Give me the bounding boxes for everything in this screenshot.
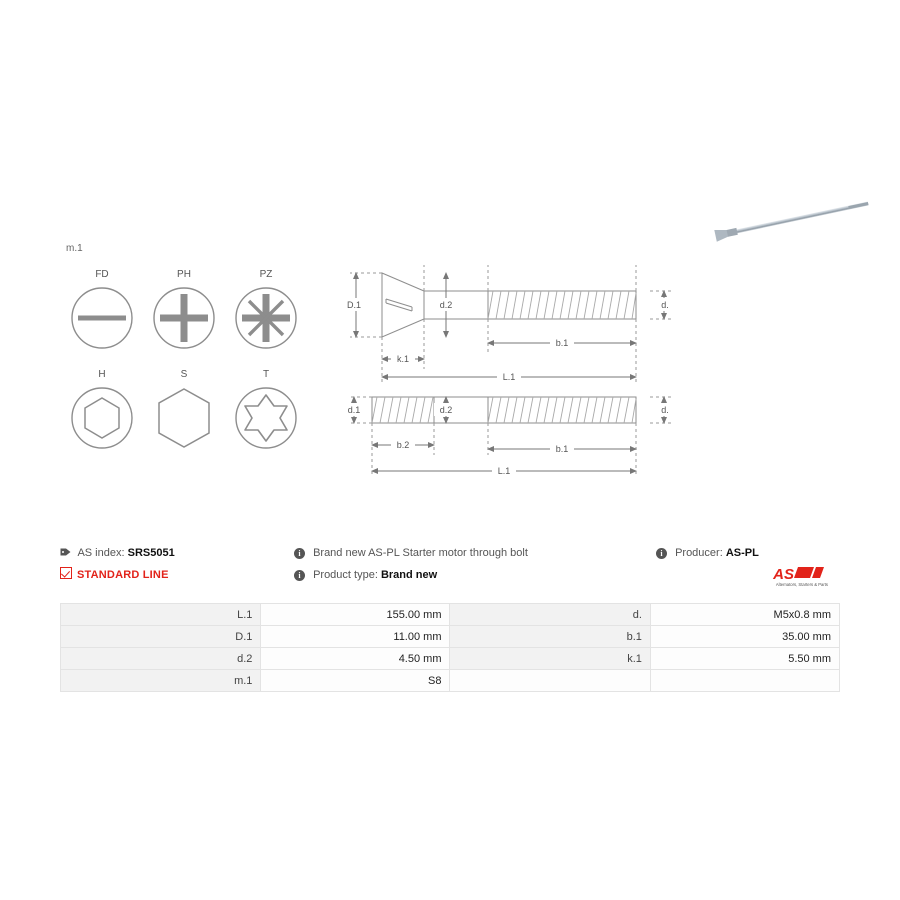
head-option-ph [144, 268, 224, 359]
dim-label-d-top: d. [661, 300, 669, 310]
spec-value: 155.00 mm [261, 604, 450, 626]
dim-label-d-bottom: d. [661, 405, 669, 415]
brand-tagline: Alternators, Starters & Parts [775, 582, 828, 587]
table-row [61, 648, 840, 670]
spec-key: k.1 [450, 648, 650, 670]
spec-key: D.1 [61, 626, 261, 648]
spec-value: M5x0.8 mm [650, 604, 839, 626]
dim-label-d2-top: d.2 [439, 300, 453, 310]
tag-icon [60, 546, 71, 556]
spec-key: L.1 [61, 604, 261, 626]
spec-value: 11.00 mm [261, 626, 450, 648]
description-text: Brand new AS-PL Starter motor through bolt [313, 547, 528, 559]
info-icon-product-type: i [294, 570, 305, 581]
head-option-pz [226, 268, 306, 359]
producer-value: AS-PL [725, 547, 759, 559]
spec-key: b.1 [450, 626, 650, 648]
dim-label-k1: k.1 [396, 354, 410, 364]
standard-line-label: STANDARD LINE [77, 569, 169, 581]
dim-label-d1-bottom: d.1 [347, 405, 361, 415]
product-type-row [294, 567, 654, 589]
as-index-value: SRS5051 [127, 547, 175, 559]
hex-head-icon [148, 382, 220, 454]
product-info [60, 545, 840, 590]
head-type-icons [62, 268, 322, 468]
dim-label-b2: b.2 [396, 440, 410, 450]
dim-label-b1-top: b.1 [555, 338, 569, 348]
head-option-t [226, 368, 306, 459]
checkbox-icon [60, 567, 72, 579]
info-column-index [60, 545, 290, 589]
spec-key: d. [450, 604, 650, 626]
product-photo [700, 185, 890, 255]
table-row [61, 626, 840, 648]
spec-value-empty [650, 670, 839, 692]
brand-name: AS [773, 566, 794, 583]
table-row [61, 604, 840, 626]
head-label-s: S [180, 369, 188, 380]
dim-label-D1: D.1 [346, 300, 362, 310]
dim-label-d2-bottom: d.2 [439, 405, 453, 415]
head-group-label: m.1 [66, 243, 83, 254]
info-column-description [294, 545, 654, 589]
head-option-s [144, 368, 224, 459]
head-label-h: H [98, 369, 106, 380]
head-label-ph: PH [177, 269, 191, 280]
spec-value: 5.50 mm [650, 648, 839, 670]
phillips-head-icon [148, 282, 220, 354]
dim-label-b1-bottom: b.1 [555, 444, 569, 454]
product-type-label: Product type: [313, 569, 378, 581]
table-row [61, 670, 840, 692]
as-index-label: AS index: [77, 547, 125, 559]
head-label-pz: PZ [259, 269, 273, 280]
spec-value: 35.00 mm [650, 626, 839, 648]
spec-key: d.2 [61, 648, 261, 670]
spec-key-empty [450, 670, 650, 692]
spec-value: S8 [261, 670, 450, 692]
technical-drawing [320, 245, 700, 495]
brand-logo [756, 563, 840, 591]
info-column-producer [656, 545, 840, 587]
pozidriv-head-icon [230, 282, 302, 354]
spec-value: 4.50 mm [261, 648, 450, 670]
torx-head-icon [230, 382, 302, 454]
hex-socket-head-icon [66, 382, 138, 454]
standard-line-badge [60, 567, 290, 589]
dim-label-L1-bottom: L.1 [497, 466, 511, 476]
info-icon-producer: i [656, 548, 667, 559]
info-icon-description: i [294, 548, 305, 559]
head-option-h [62, 368, 142, 459]
spec-key: m.1 [61, 670, 261, 692]
head-label-t: T [262, 369, 270, 380]
product-type-value: Brand new [380, 569, 438, 581]
producer-label: Producer: [675, 547, 723, 559]
spec-table [60, 603, 840, 692]
slotted-head-icon [66, 282, 138, 354]
dim-label-L1-top: L.1 [502, 372, 516, 382]
head-option-fd [62, 268, 142, 359]
description-row [294, 545, 654, 567]
as-index-row [60, 545, 290, 567]
head-label-fd: FD [95, 269, 109, 280]
